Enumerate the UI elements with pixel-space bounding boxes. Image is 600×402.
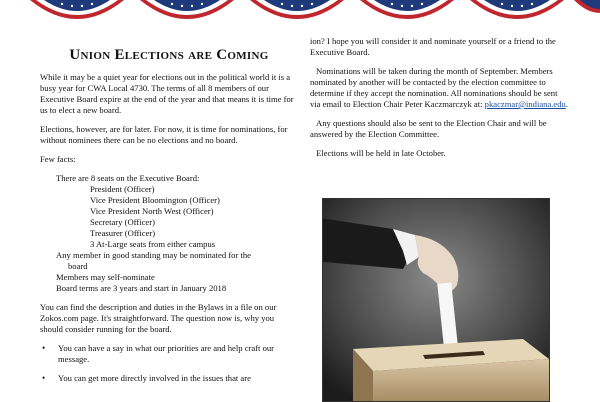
few-facts-label: Few facts: bbox=[40, 154, 76, 164]
seats-intro: There are 8 seats on the Executive Board: bbox=[56, 173, 200, 183]
reasons-list bbox=[40, 343, 298, 384]
bunting-swag bbox=[30, 0, 124, 19]
article-left-column bbox=[40, 36, 298, 392]
bunting-swag bbox=[360, 0, 454, 19]
nomination-process-paragraph: Nominations will be taken during the month of September. Members nominated by another will be contacted by the election committee to determine if they accept the nomination. All nominations should be sent via email to Election Chair Peter Kaczmarczyk at: pkaczmar@indiana.edu. bbox=[310, 66, 568, 109]
continued-paragraph: ion? I hope you will consider it and nominate yourself or a friend to the Executive Board. bbox=[310, 36, 556, 57]
bunting-swag bbox=[250, 0, 344, 19]
intro-paragraph: While it may be a quiet year for elections out in the political world it is a busy year for CWA Local 4730. The terms of all 8 members of our Executive Board expire at the end of the year and that means it is time for us to elect a new board. bbox=[40, 72, 294, 115]
hand-casting-ballot-image bbox=[323, 199, 549, 401]
bunting-swag bbox=[574, 0, 600, 13]
eligibility-line: Any member in good standing may be nominated for the bbox=[56, 250, 251, 260]
ballot-photo bbox=[322, 198, 550, 402]
seat-item: Vice President North West (Officer) bbox=[90, 206, 214, 216]
bunting-swag bbox=[470, 0, 564, 19]
seat-item: President (Officer) bbox=[90, 184, 155, 194]
election-chair-email-link[interactable]: pkaczmar@indiana.edu bbox=[484, 99, 566, 109]
election-date-paragraph: Elections will be held in late October. bbox=[316, 148, 446, 158]
seat-item: Secretary (Officer) bbox=[90, 217, 155, 227]
questions-paragraph: Any questions should also be sent to the Election Chair and will be answered by the Election Committee. bbox=[310, 118, 547, 139]
nominations-paragraph: Elections, however, are for later. For now, it is time for nominations, for without nominees there can be no elections and no board. bbox=[40, 124, 288, 145]
article-right-column bbox=[310, 36, 570, 167]
terms-line: Board terms are 3 years and start in January 2018 bbox=[56, 283, 227, 293]
seat-item: 3 At-Large seats from either campus bbox=[90, 239, 216, 249]
patriotic-bunting-banner bbox=[0, 0, 600, 30]
seat-item: Treasurer (Officer) bbox=[90, 228, 156, 238]
facts-list bbox=[40, 173, 298, 294]
list-item: • You can get more directly involved in the issues that are bbox=[40, 373, 298, 384]
bunting-swag bbox=[140, 0, 234, 19]
seat-item: Vice President Bloomington (Officer) bbox=[90, 195, 220, 205]
self-nominate-line: Members may self-nominate bbox=[56, 272, 155, 282]
list-item: • You can have a say in what our priorities are and help craft our message. bbox=[40, 343, 298, 365]
eligibility-line-cont: board bbox=[68, 261, 88, 271]
article-headline: Union Elections are Coming bbox=[69, 47, 269, 63]
bylaws-paragraph: You can find the description and duties in the Bylaws in a file on our Zokos.com page. It's straightforward. The question now is, why you should consider running for the board. bbox=[40, 302, 277, 334]
